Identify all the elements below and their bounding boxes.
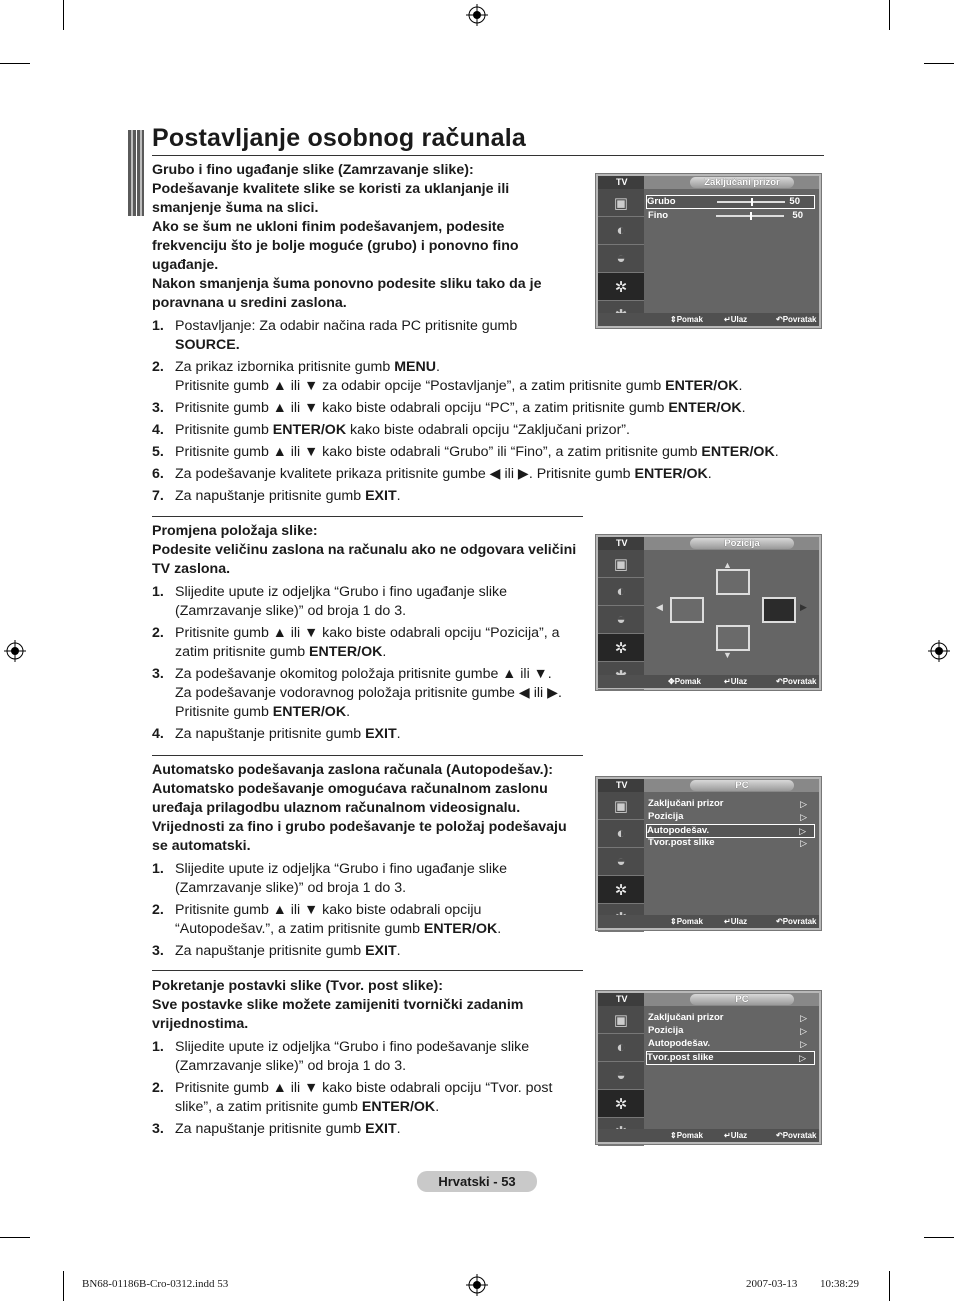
osd-row-selected: Autopodešav. ▷	[646, 824, 815, 838]
arrow-right-icon: ▷	[800, 812, 807, 822]
enter-hint: ↵ Ulaz	[724, 677, 748, 686]
osd-screen-pc-tvor-post	[595, 990, 822, 1145]
section-autopodesav	[152, 761, 592, 964]
osd-content	[644, 189, 819, 313]
list-item: 3. Za podešavanje okomitog položaja pritisnite gumbe ▲ ili ▼. Za podešavanje vodoravnog položaja pritisnite gumbe ◀ ili ▶. Pritisnite gumb ENTER/OK.	[152, 666, 562, 720]
setup-icon: ✲	[598, 876, 644, 904]
registration-mark-icon	[466, 1274, 488, 1296]
page-number-badge: Hrvatski - 53	[417, 1171, 537, 1192]
osd-menu-title: Zaključani prizor	[690, 177, 794, 188]
print-slug-date: 2007-03-13 􏰀􏰀 10:38:29	[746, 1278, 860, 1290]
list-item: 5. Pritisnite gumb ▲ ili ▼ kako biste odabrali “Grubo” ili “Fino”, a zatim pritisnite gumb ENTER/OK.	[152, 444, 779, 460]
section-divider	[152, 970, 583, 971]
arrow-right-icon: ▶	[800, 602, 807, 612]
channel-icon: ◒	[598, 606, 644, 634]
osd-menu-title: PC	[690, 780, 794, 791]
arrow-left-icon: ◀	[656, 602, 663, 612]
arrow-right-icon: ▷	[799, 826, 806, 836]
sound-icon: ◐	[598, 578, 644, 606]
step-list	[152, 583, 592, 744]
osd-row-grubo: Grubo 50	[646, 195, 815, 209]
enter-hint: ↵ Ulaz	[724, 917, 748, 926]
section-tvor-post	[152, 977, 592, 1142]
section-heading: Grubo i fino ugađanje slike (Zamrzavanje slike): Podešavanje kvalitete slike se koristi za uklanjanje ili smanjenje šuma na slici. Ako se šum ne ukloni finim podešavanjem, podesite frekvenciju što je bolje moguće (grubo) i ponovno fino ugađanje. Nakon smanjenja šuma ponovno podesite sliku tako da je poravnana u sredini zaslona.	[152, 162, 542, 311]
back-hint: ↶ Povratak	[776, 315, 817, 324]
channel-icon: ◒	[598, 245, 644, 273]
list-item: 2. Pritisnite gumb ▲ ili ▼ kako biste odabrali opciju “Pozicija”, a zatim pritisnite gumb ENTER/OK.	[152, 625, 560, 660]
osd-sidebar	[598, 550, 644, 675]
list-item: 6. Za podešavanje kvalitete prikaza pritisnite gumbe ◀ ili ▶. Pritisnite gumb ENTER/OK.	[152, 466, 712, 482]
setup-icon: ✲	[598, 1090, 644, 1118]
page-title: Postavljanje osobnog računala	[152, 124, 526, 152]
title-divider	[152, 155, 824, 156]
osd-footer	[598, 313, 819, 326]
sound-icon: ◐	[598, 1034, 644, 1062]
osd-content	[644, 1006, 819, 1129]
registration-mark-icon	[4, 640, 26, 662]
osd-row: Pozicija ▷	[648, 1025, 807, 1036]
osd-menu-title: Pozicija	[690, 538, 794, 549]
slider	[717, 201, 785, 203]
picture-icon: ▣	[598, 189, 644, 217]
step-list	[152, 317, 832, 506]
osd-sidebar	[598, 1006, 644, 1129]
list-item: 3. Za napuštanje pritisnite gumb EXIT.	[152, 1121, 401, 1137]
osd-screen-pc-autopodesav	[595, 776, 822, 931]
section-divider	[152, 516, 583, 517]
section-heading: Promjena položaja slike: Podesite veličinu zaslona na računalu ako ne odgovara veličini TV zaslona.	[152, 523, 577, 577]
registration-mark-icon	[928, 640, 950, 662]
osd-sidebar	[598, 189, 644, 313]
position-up-preview	[716, 569, 750, 595]
move-hint: ⇕ Pomak	[670, 315, 703, 324]
back-hint: ↶ Povratak	[776, 917, 817, 926]
osd-row-selected: Tvor.post slike ▷	[646, 1051, 815, 1065]
list-item: 7. Za napuštanje pritisnite gumb EXIT.	[152, 488, 401, 504]
back-hint: ↶ Povratak	[776, 1131, 817, 1140]
arrow-right-icon: ▷	[800, 1039, 807, 1049]
slider	[716, 215, 784, 217]
section-heading: Automatsko podešavanja zaslona računala (Autopodešav.): Automatsko podešavanje omogućava računalnom zaslonu uređaja prilagodbu ulaznom računalnom videosignalu. Vrijednosti za fino i grubo podešavanje te položaj podešavaju se automatski.	[152, 762, 567, 854]
list-item: 1. Slijedite upute iz odjeljka “Grubo i fino ugađanje slike (Zamrzavanje slike)” od broja 1 do 3.	[152, 861, 508, 896]
arrow-down-icon: ▼	[723, 650, 732, 660]
osd-screen-zakljucani-prizor	[595, 173, 822, 329]
position-down-preview	[716, 625, 750, 651]
osd-screen-pozicija	[595, 534, 822, 691]
picture-icon: ▣	[598, 1006, 644, 1034]
section-heading: Pokretanje postavki slike (Tvor. post slike): Sve postavke slike možete zamijeniti tvornički zadanim vrijednostima.	[152, 978, 524, 1032]
section-pozicija	[152, 522, 592, 747]
list-item: 1. Postavljanje: Za odabir načina rada PC pritisnite gumb SOURCE.	[152, 318, 518, 353]
osd-row: Zaključani prizor ▷	[648, 1012, 807, 1023]
list-item: 1. Slijedite upute iz odjeljka “Grubo i fino ugađanje slike (Zamrzavanje slike)” od broja 1 do 3.	[152, 584, 508, 619]
list-item: 3. Za napuštanje pritisnite gumb EXIT.	[152, 943, 401, 959]
arrow-right-icon: ▷	[799, 1053, 806, 1063]
osd-footer	[598, 675, 819, 688]
list-item: 2. Pritisnite gumb ▲ ili ▼ kako biste odabrali opciju “Autopodešav.”, a zatim pritisnite gumb ENTER/OK.	[152, 902, 502, 937]
position-left-preview	[670, 597, 704, 623]
step-list	[152, 860, 592, 961]
channel-icon: ◒	[598, 848, 644, 876]
move-hint: ⇕ Pomak	[670, 917, 703, 926]
arrow-right-icon: ▷	[800, 799, 807, 809]
osd-content	[644, 792, 819, 915]
position-right-preview	[762, 597, 796, 623]
sound-icon: ◐	[598, 217, 644, 245]
move-hint: ✥ Pomak	[668, 677, 701, 686]
osd-sidebar	[598, 792, 644, 915]
osd-content	[644, 550, 819, 675]
list-item: 1. Slijedite upute iz odjeljka “Grubo i fino podešavanje slike (Zamrzavanje slike)” od broja 1 do 3.	[152, 1039, 530, 1074]
registration-mark-icon	[466, 4, 488, 26]
picture-icon: ▣	[598, 550, 644, 578]
osd-row-fino: Fino 50	[648, 210, 803, 221]
osd-tv-label: TV	[598, 176, 644, 189]
arrow-right-icon: ▷	[800, 1013, 807, 1023]
list-item: 2. Za prikaz izbornika pritisnite gumb MENU. Pritisnite gumb ▲ ili ▼ za odabir opcije “Postavljanje”, a zatim pritisnite gumb ENTER/OK.	[152, 359, 743, 394]
osd-tv-label: TV	[598, 537, 644, 550]
list-item: 2. Pritisnite gumb ▲ ili ▼ kako biste odabrali opciju “Tvor. post slike”, a zatim pritisnite gumb ENTER/OK.	[152, 1080, 553, 1115]
osd-tv-label: TV	[598, 779, 644, 792]
arrow-right-icon: ▷	[800, 1026, 807, 1036]
section-divider	[152, 755, 583, 756]
enter-hint: ↵ Ulaz	[724, 1131, 748, 1140]
step-list	[152, 1038, 592, 1139]
osd-row: Tvor.post slike ▷	[648, 837, 807, 848]
osd-row: Pozicija ▷	[648, 811, 807, 822]
osd-menu-title: PC	[690, 994, 794, 1005]
sound-icon: ◐	[598, 820, 644, 848]
osd-row: Zaključani prizor ▷	[648, 798, 807, 809]
picture-icon: ▣	[598, 792, 644, 820]
setup-icon: ✲	[598, 634, 644, 662]
setup-icon: ✲	[598, 273, 644, 301]
move-hint: ⇕ Pomak	[670, 1131, 703, 1140]
channel-icon: ◒	[598, 1062, 644, 1090]
osd-row: Autopodešav. ▷	[648, 1038, 807, 1049]
list-item: 4. Pritisnite gumb ENTER/OK kako biste odabrali opciju “Zaključani prizor”.	[152, 422, 630, 438]
osd-tv-label: TV	[598, 993, 644, 1006]
enter-hint: ↵ Ulaz	[724, 315, 748, 324]
list-item: 4. Za napuštanje pritisnite gumb EXIT.	[152, 726, 401, 742]
back-hint: ↶ Povratak	[776, 677, 817, 686]
osd-footer	[598, 915, 819, 928]
arrow-right-icon: ▷	[800, 838, 807, 848]
print-slug-file: BN68-01186B-Cro-0312.indd 53	[82, 1278, 229, 1290]
title-decoration	[128, 130, 144, 216]
arrow-up-icon: ▲	[723, 560, 732, 570]
osd-footer	[598, 1129, 819, 1142]
list-item: 3. Pritisnite gumb ▲ ili ▼ kako biste odabrali opciju “PC”, a zatim pritisnite gumb ENTER/OK.	[152, 400, 746, 416]
